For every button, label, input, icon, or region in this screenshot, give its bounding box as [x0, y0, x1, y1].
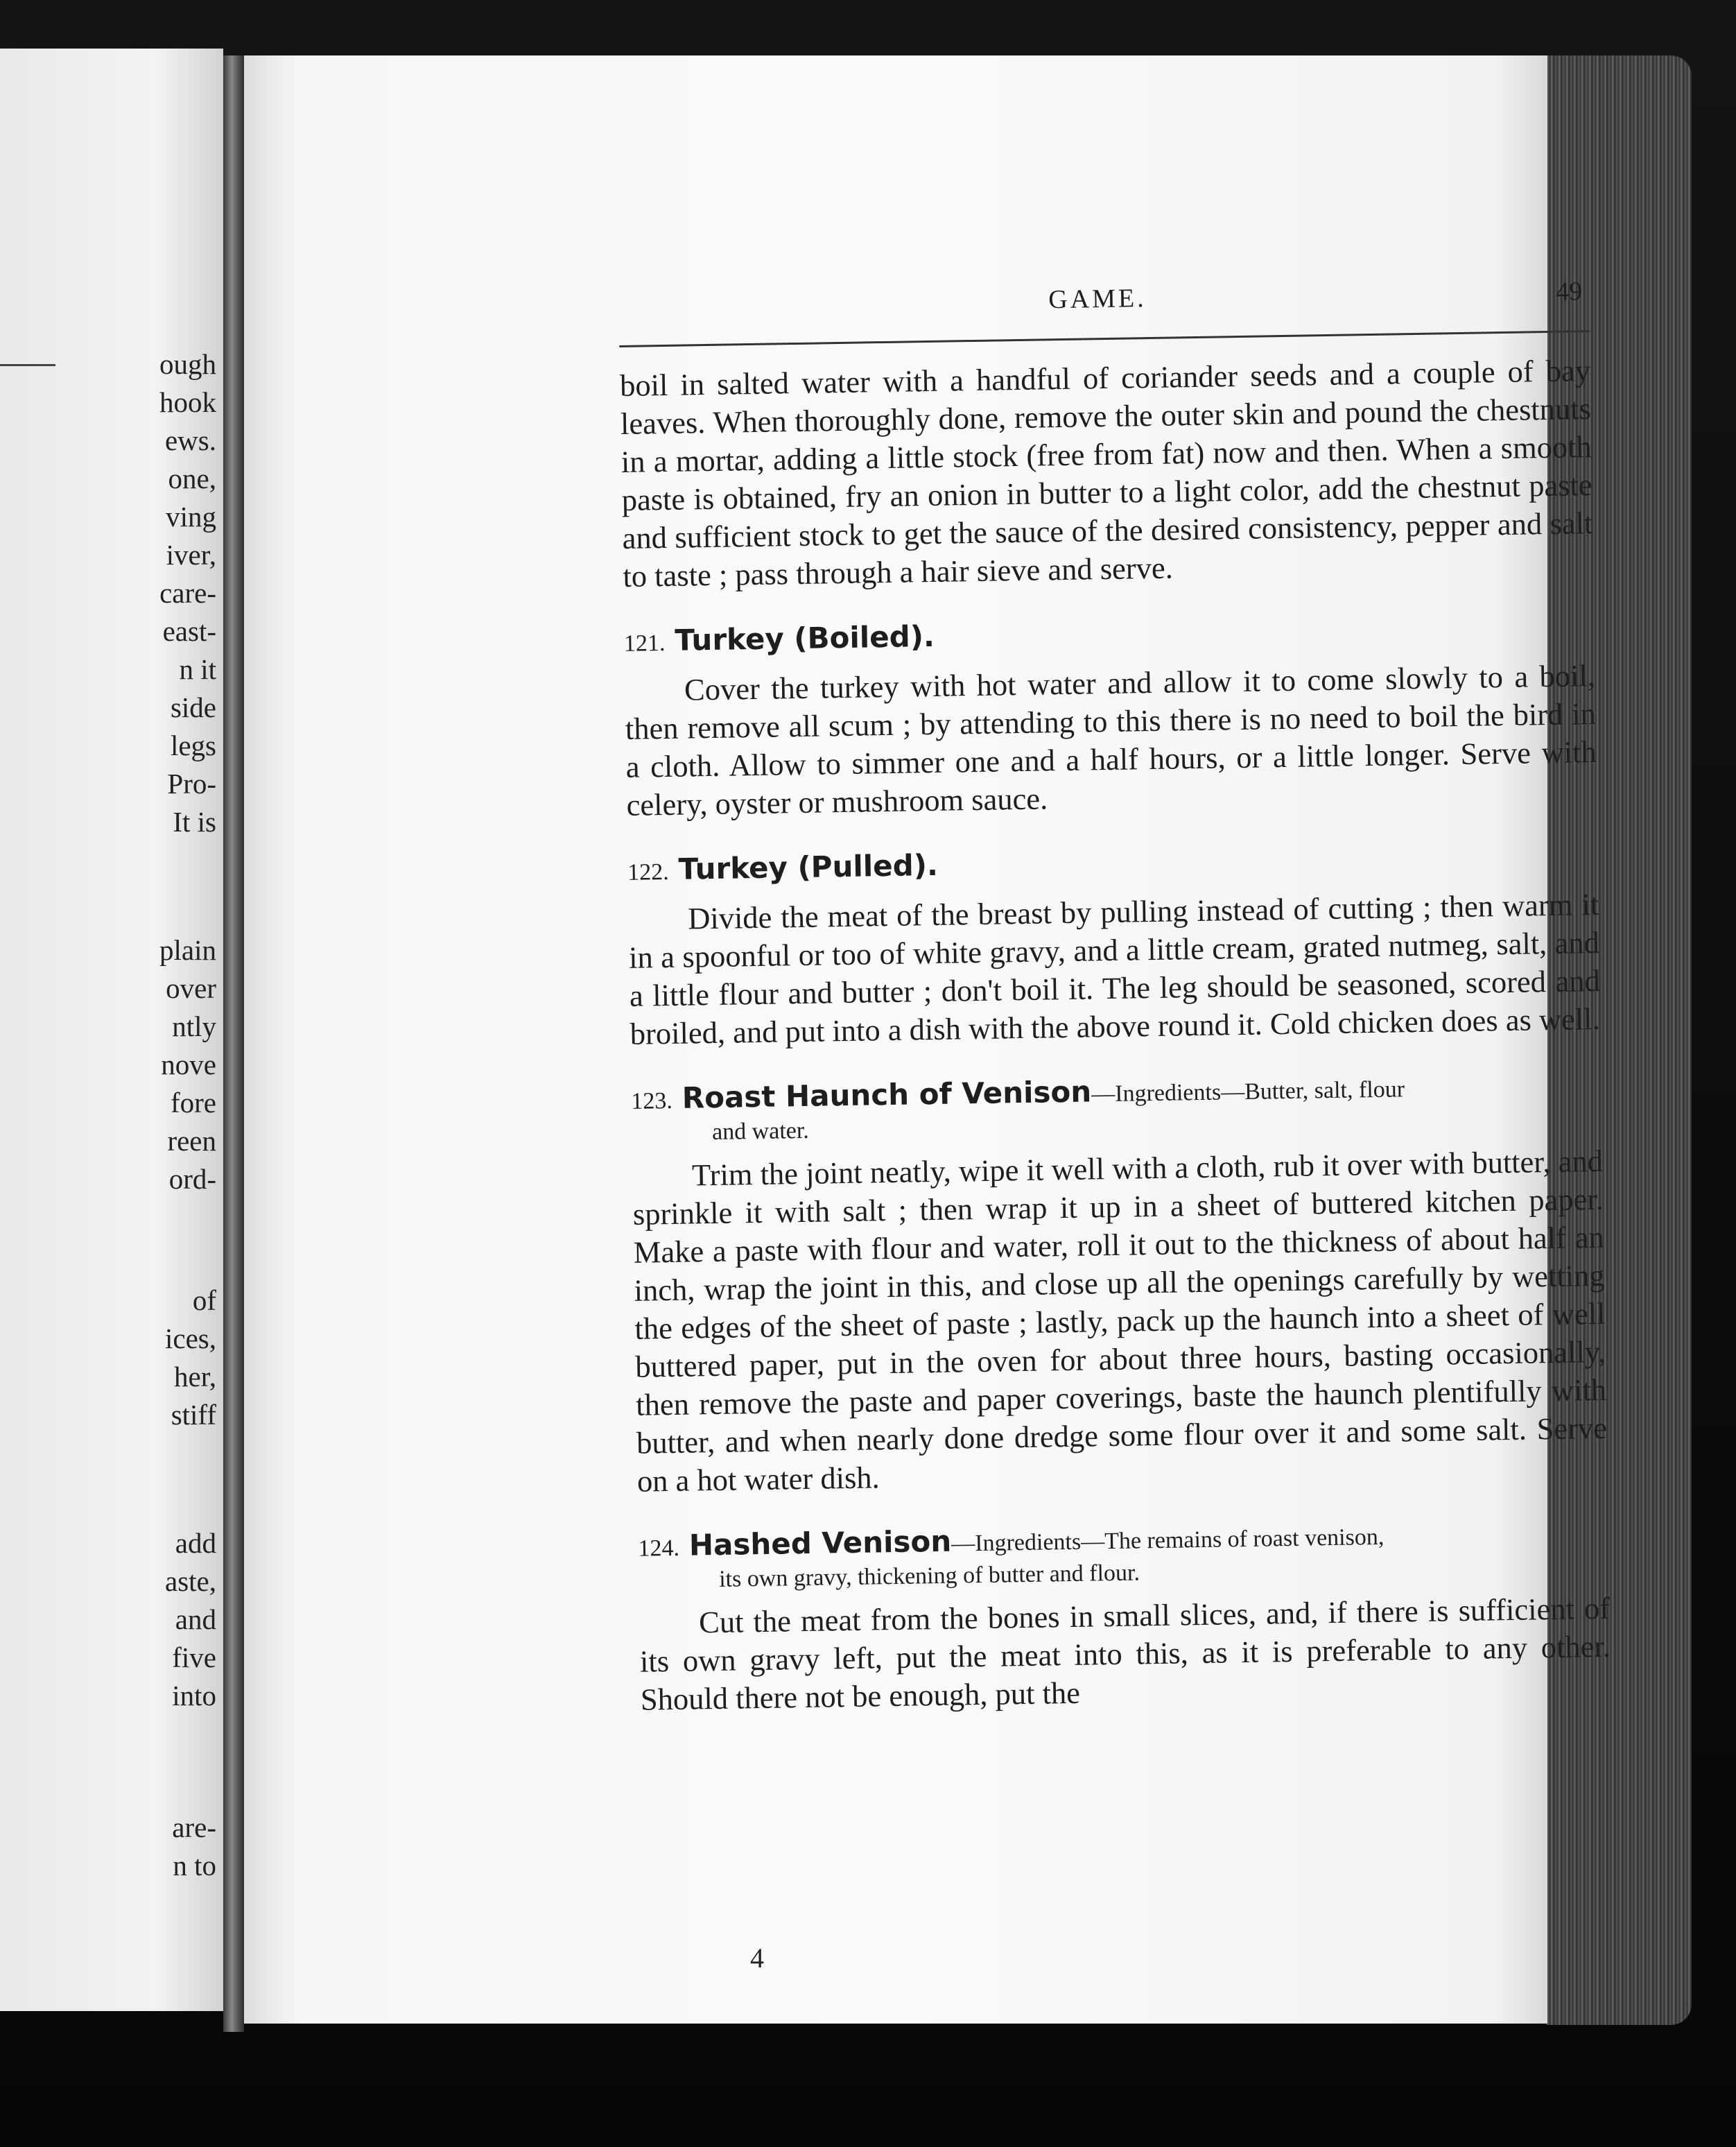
facing-page-line-fragment: reen — [167, 1125, 216, 1157]
recipe-number: 123. — [631, 1087, 673, 1114]
facing-page-rule — [0, 364, 55, 366]
recipe-121 — [624, 608, 1597, 825]
continuation-paragraph: boil in salted water with a handful of coriander seeds and a couple of bay leaves. When thoroughly done, remove the outer skin and pound the chestnuts in a mortar, adding a little stock (free from fat) now and then. When a smooth paste is obtained, fry an onion in butter to a light color, add the chestnut paste and sufficient stock to get the sauce of the desired consistency, pepper and salt to taste ; pass through a hair sieve and serve. — [619, 352, 1593, 594]
facing-page-left — [0, 49, 223, 2011]
facing-page-line-fragment: ough — [159, 348, 216, 380]
facing-page-line-fragment: plain — [159, 934, 216, 966]
facing-page-line-fragment: hook — [159, 386, 216, 418]
facing-page-line-fragment: ord- — [168, 1163, 216, 1195]
facing-page-line-fragment: add — [175, 1527, 216, 1559]
facing-page-line-fragment: It is — [173, 806, 216, 838]
recipe-title: Roast Haunch of Venison — [682, 1074, 1092, 1115]
facing-page-line-fragment: ving — [166, 501, 216, 533]
page-number: 49 — [1555, 277, 1583, 307]
facing-page-line-fragment: iver, — [166, 539, 216, 571]
recipe-124 — [638, 1513, 1611, 1719]
page-right — [244, 55, 1611, 2024]
facing-page-line-fragment: n to — [173, 1849, 216, 1881]
recipe-body: Cut the meat from the bones in small slices, and, if there is sufficient of its own gravy left, put the meat into this, as it is preferable to any other. Should there not be enough, put the — [639, 1590, 1611, 1717]
recipe-body: Trim the joint neatly, wipe it well with a cloth, rub it over with butter, and sprinkle it with salt ; then wrap it up in a sheet of buttered kitchen paper. Make a paste with flour and water, roll it out to the thickness of about half an inch, wrap the joint in this, and close up all the openings carefully by wetting the edges of the sheet of paste ; lastly, pack up the haunch into a sheet of well buttered paper, put in the oven for about three hours, basting occasionally, then remove the paste and paper coverings, baste the haunch plentifully with butter, and when nearly done dredge some flour over it and some salt. Serve on a hot water dish. — [632, 1143, 1608, 1499]
facing-page-line-fragment: ices, — [165, 1322, 216, 1354]
facing-page-line-fragment: nove — [161, 1049, 216, 1080]
recipe-number: 122. — [627, 859, 669, 886]
facing-page-line-fragment: of — [192, 1284, 216, 1316]
recipe-body: Cover the turkey with hot water and allow it to come slowly to a boil, then remove all scum ; by attending to this there is no need to boil the bird in a cloth. Allow to simmer one and a half hours, or a little longer. Serve with celery, oyster or mushroom sauce. — [625, 657, 1597, 822]
recipe-heading — [627, 837, 1599, 891]
facing-page-line-fragment: are- — [172, 1811, 216, 1843]
facing-page-line-fragment: legs — [170, 730, 216, 761]
facing-page-line-fragment: east- — [162, 615, 216, 647]
facing-page-line-fragment: her, — [174, 1361, 216, 1392]
facing-page-line-fragment: five — [172, 1641, 216, 1673]
facing-page-line-fragment: into — [172, 1680, 216, 1711]
book-gutter — [223, 55, 244, 2032]
facing-page-line-fragment: aste, — [165, 1565, 216, 1597]
facing-page-line-fragment: one, — [168, 463, 216, 494]
recipe-ingredients-continued: its own gravy, thickening of butter and flour. — [718, 1560, 1140, 1592]
running-title: GAME. — [1048, 284, 1147, 315]
running-head — [618, 276, 1590, 340]
facing-page-line-fragment: care- — [159, 577, 216, 609]
facing-page-line-fragment: Pro- — [167, 768, 216, 800]
facing-page-line-fragment: ntly — [172, 1010, 216, 1042]
recipe-title: Hashed Venison — [688, 1524, 952, 1562]
facing-page-line-fragment: ews. — [164, 424, 216, 456]
recipe-heading — [631, 1066, 1602, 1148]
signature-mark: 4 — [750, 1942, 764, 1974]
recipe-ingredients: —Ingredients—The remains of roast venison, — [951, 1524, 1385, 1557]
recipe-heading — [638, 1513, 1609, 1595]
recipe-title: Turkey (Pulled). — [678, 847, 939, 886]
recipe-122 — [627, 837, 1601, 1053]
recipe-heading — [624, 608, 1595, 662]
recipe-ingredients: —Ingredients—Butter, salt, flour — [1091, 1076, 1405, 1107]
page-text-block — [618, 276, 1611, 1719]
recipe-number: 124. — [638, 1535, 680, 1562]
facing-page-line-fragment: n it — [179, 653, 216, 685]
facing-page-line-fragment: and — [175, 1603, 216, 1635]
recipe-title: Turkey (Boiled). — [675, 619, 935, 657]
recipe-body: Divide the meat of the breast by pulling instead of cutting ; then warm it in a spoonful or too of white gravy, and a little cream, grated nutmeg, salt, and a little flour and butter ; don't boil it. The leg should be seasoned, scored and broiled, and put into a dish with the above round it. Cold chicken does as well. — [628, 886, 1601, 1051]
recipe-number: 121. — [623, 630, 666, 657]
facing-page-line-fragment: over — [166, 972, 216, 1004]
recipe-ingredients-continued: and water. — [711, 1117, 810, 1146]
recipe-123 — [631, 1066, 1608, 1501]
facing-page-line-fragment: stiff — [171, 1399, 216, 1431]
facing-page-line-fragment: side — [170, 691, 216, 723]
facing-page-line-fragment: fore — [170, 1087, 216, 1119]
